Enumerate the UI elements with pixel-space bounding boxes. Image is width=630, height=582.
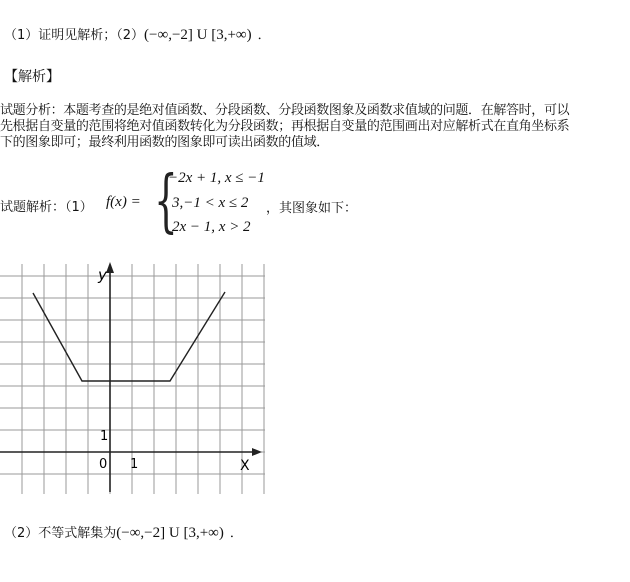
analysis-line-1: 试题分析：本题考查的是绝对值函数、分段函数、分段函数图象及函数求值域的问题．在解答时，可以 bbox=[0, 103, 570, 118]
inequality-solution-prefix: （2）不等式解集为 bbox=[4, 526, 117, 541]
piecewise-brace: { bbox=[154, 162, 178, 241]
answer-summary-set: (−∞,−2] U [3,+∞) bbox=[144, 27, 252, 43]
function-name: f(x) = bbox=[106, 194, 141, 210]
analysis-line-3: 下的图象即可；最终利用函数的图象即可读出函数的值域． bbox=[0, 135, 329, 150]
answer-summary-suffix: ． bbox=[257, 28, 271, 43]
x-axis-label: X bbox=[240, 458, 250, 474]
x-axis-arrow bbox=[252, 448, 262, 456]
inequality-solution-line bbox=[4, 522, 243, 542]
answer-summary-prefix: （1）证明见解析；（2） bbox=[4, 28, 145, 43]
y-tick-label: 1 bbox=[100, 429, 109, 444]
origin-label: 0 bbox=[99, 457, 108, 472]
function-curve bbox=[33, 292, 225, 381]
inequality-solution-set: (−∞,−2] U [3,+∞) bbox=[116, 525, 224, 541]
piecewise-case-2: 3,−1 < x ≤ 2 bbox=[172, 195, 249, 211]
inequality-solution-suffix: ． bbox=[229, 526, 243, 541]
y-axis-label: y bbox=[98, 266, 107, 284]
y-axis-arrow bbox=[106, 262, 114, 273]
analysis-heading: 【解析】 bbox=[4, 69, 60, 85]
solution-prefix: 试题解析：（1） bbox=[0, 200, 93, 215]
piecewise-case-1: −2x + 1, x ≤ −1 bbox=[168, 170, 265, 186]
solution-suffix: ，其图象如下： bbox=[266, 201, 358, 216]
x-tick-label: 1 bbox=[130, 457, 139, 472]
analysis-line-2: 先根据自变量的范围将绝对值函数转化为分段函数；再根据自变量的范围画出对应解析式在直角坐标系 bbox=[0, 119, 570, 134]
piecewise-case-3: 2x − 1, x > 2 bbox=[172, 219, 251, 235]
